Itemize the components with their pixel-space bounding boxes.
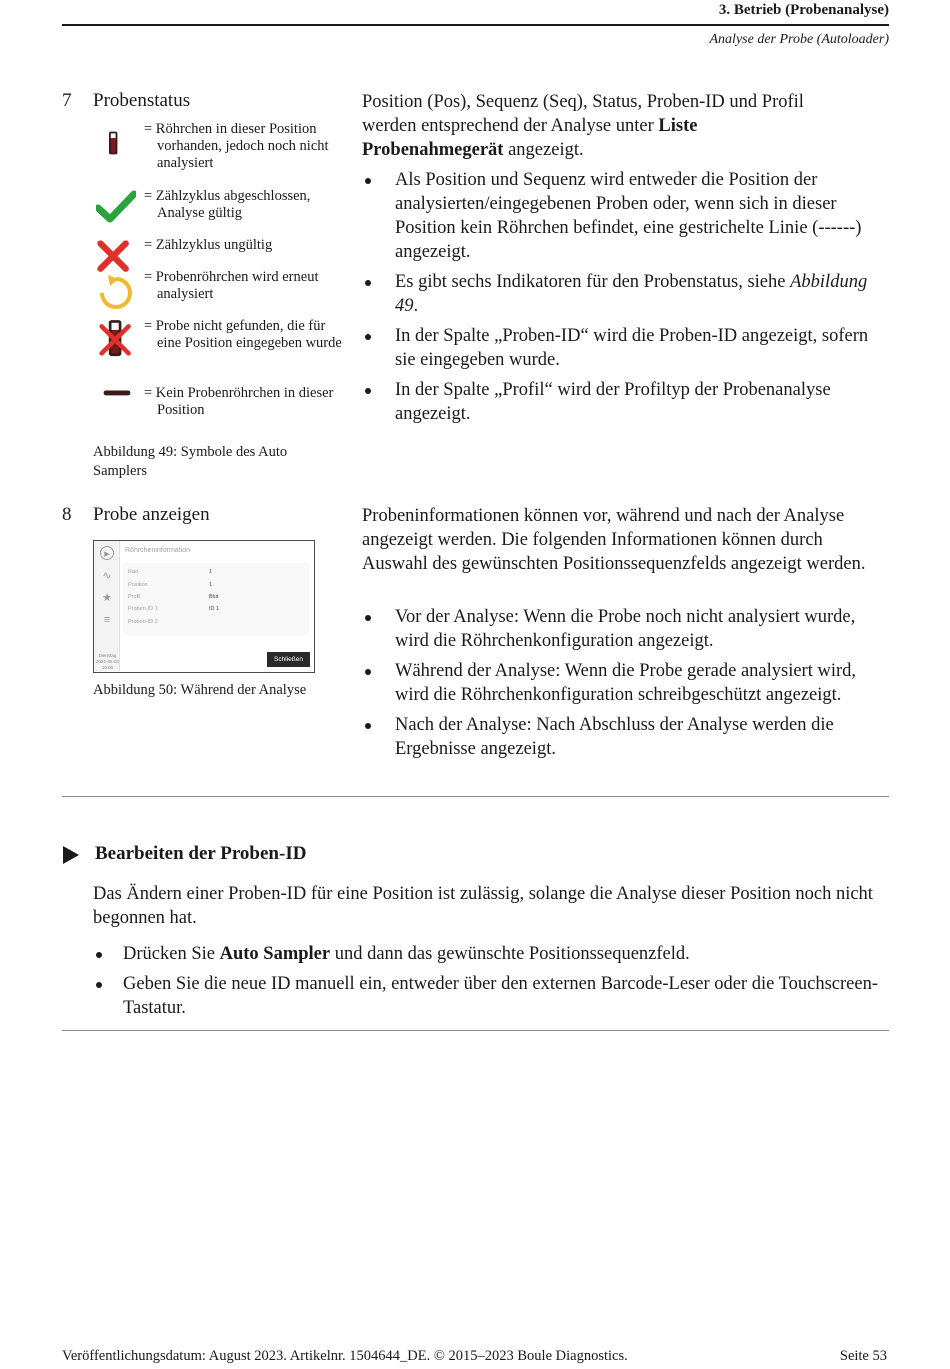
menu-icon: ≡ — [103, 614, 111, 626]
step8-intro: Probeninformationen können vor, während und nach der Analyse angezeigt werden. Die folgenden Informationen können durch Auswahl des gewünschten Positionssequenzfelds angezeigt werden. — [362, 506, 866, 574]
chapter-header: 3. Betrieb (Probenanalyse) — [718, 2, 889, 18]
step-number-8: 8 — [62, 504, 72, 525]
screenshot-datetime: Dienstag 2021-02-02 15:00 — [95, 653, 120, 670]
step-title-probe-anzeigen: Probe anzeigen — [93, 504, 210, 525]
tube-crossed-icon — [98, 318, 134, 360]
screenshot-sidebar — [94, 541, 120, 671]
play-icon: ▸ — [100, 546, 114, 560]
info-label: Proben-ID 1 — [128, 606, 158, 612]
footer-publication-info: Veröffentlichungsdatum: August 2023. Artikelnr. 1504644_DE. © 2015–2023 Boule Diagnostics. — [62, 1348, 628, 1364]
symbol-row-empty — [96, 385, 346, 421]
chart-icon: ∿ — [102, 570, 112, 582]
tube-dark-icon — [106, 121, 130, 165]
symbol-row-valid — [96, 188, 346, 228]
symbol-row-invalid — [96, 237, 346, 271]
green-check-icon — [96, 188, 136, 228]
symbol-desc: = Kein Probenröhrchen in dieser Position — [144, 385, 334, 418]
step-title-probenstatus: Probenstatus — [93, 90, 191, 111]
info-label: Position — [128, 582, 148, 588]
section-divider — [62, 1030, 889, 1031]
symbol-row-reanalysed — [96, 269, 346, 309]
list-item: Geben Sie die neue ID manuell ein, entweder über den externen Barcode-Leser oder die Touchscreen-Tastatur. — [93, 972, 883, 1020]
info-value: 1 — [209, 582, 213, 588]
list-item: Während der Analyse: Wenn die Probe gerade analysiert wird, wird die Röhrchenkonfiguration schreibgeschützt angezeigt. — [362, 659, 887, 707]
symbol-row-not-analysed — [96, 121, 346, 169]
section-title-edit-id: Bearbeiten der Proben-ID — [95, 843, 307, 864]
list-item: Als Position und Sequenz wird entweder die Position der analysierten/eingegebenen Proben oder, wenn sich in dieser Position kein Röhrchen befindet, eine gestrichelte Linie (------) angezeigt. — [362, 168, 882, 264]
info-label: Proben-ID 2 — [128, 619, 158, 625]
edit-section-bullet-list — [93, 942, 883, 1026]
symbol-desc: = Probe nicht gefunden, die für eine Position eingegeben wurde — [144, 318, 342, 351]
close-button: Schließen — [267, 652, 310, 667]
info-label: Profil — [128, 594, 141, 600]
figure-caption-49: Abbildung 49: Symbole des Auto Samplers — [93, 444, 288, 479]
list-item: In der Spalte „Profil“ wird der Profiltyp der Probenanalyse angezeigt. — [362, 378, 882, 426]
symbol-desc: = Zählzyklus ungültig — [144, 237, 273, 253]
figure-reference-link: Abbildung 49 — [395, 272, 868, 316]
figure-caption-50: Abbildung 50: Während der Analyse — [93, 682, 307, 698]
list-item: Es gibt sechs Indikatoren für den Probenstatus, siehe Abbildung 49. — [362, 270, 882, 318]
symbol-desc: = Zählzyklus abgeschlossen, Analyse gültig — [144, 188, 311, 221]
info-value: 1 — [209, 569, 213, 575]
star-icon: ★ — [102, 592, 112, 604]
edit-section-intro: Das Ändern einer Proben-ID für eine Position ist zulässig, solange die Analyse dieser Position noch nicht begonnen hat. — [93, 884, 873, 928]
list-item: In der Spalte „Proben-ID“ wird die Proben-ID angezeigt, sofern sie eingegeben wurde. — [362, 324, 882, 372]
symbol-desc: = Probenröhrchen wird erneut analysiert — [144, 269, 319, 302]
list-item: Drücken Sie Auto Sampler und dann das gewünschte Positionssequenzfeld. — [93, 942, 883, 966]
symbol-row-not-found — [96, 318, 346, 370]
info-value: ID 1 — [209, 606, 220, 612]
page-number: Seite 53 — [839, 1348, 887, 1364]
header-rule — [62, 24, 889, 26]
step7-bullet-list — [362, 168, 882, 432]
step-number-7: 7 — [62, 90, 72, 111]
info-value: Blut — [209, 594, 219, 600]
dash-line-icon — [100, 387, 134, 401]
yellow-retry-icon — [96, 273, 136, 313]
section-divider — [62, 796, 889, 797]
screenshot-title: Röhrcheninformation — [125, 547, 190, 554]
info-label: Rad — [128, 569, 139, 575]
section-subheader: Analyse der Probe (Autoloader) — [709, 32, 889, 47]
list-item: Nach der Analyse: Nach Abschluss der Analyse werden die Ergebnisse angezeigt. — [362, 713, 887, 761]
step7-intro: Position (Pos), Sequenz (Seq), Status, Proben-ID und Profil werden entsprechend der Analyse unter Liste Probenahmegerät angezeigt. — [362, 92, 804, 160]
list-item: Vor der Analyse: Wenn die Probe noch nicht analysiert wurde, wird die Röhrchenkonfiguration angezeigt. — [362, 605, 887, 653]
symbol-desc: = Röhrchen in dieser Position vorhanden, jedoch noch nicht analysiert — [144, 121, 329, 171]
step8-bullet-list — [362, 605, 887, 767]
triangle-arrow-icon — [63, 846, 79, 864]
